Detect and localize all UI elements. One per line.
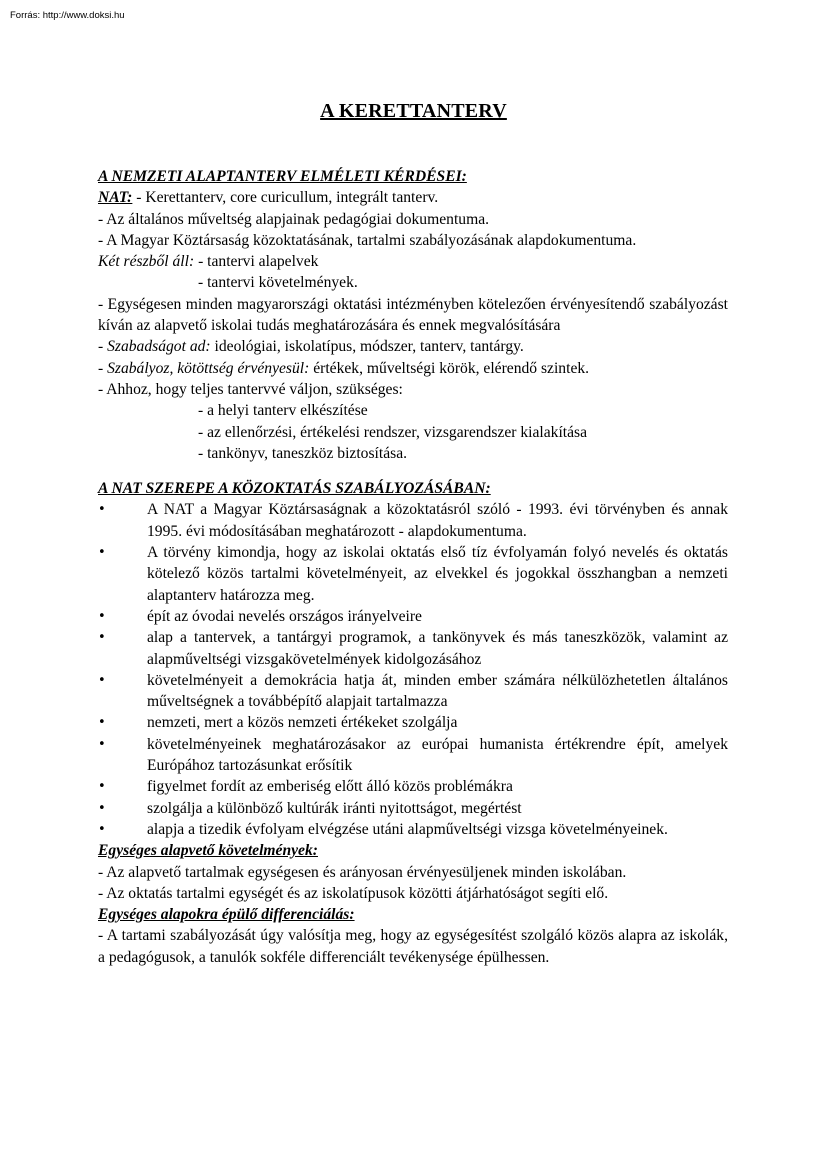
list-item-text: alapja a tizedik évfolyam elvégzése utáni alapműveltségi vizsga követelményeinek. (147, 820, 668, 838)
bullet-icon: • (98, 715, 106, 731)
list-item-text: épít az óvodai nevelés országos irányelveire (147, 607, 422, 625)
rules-line (98, 358, 728, 379)
bullet-icon: • (98, 672, 106, 688)
nat-label: NAT: (98, 189, 133, 207)
dash: - (98, 359, 108, 377)
list-item-text: követelményeinek meghatározásakor az európai humanista értékrendre épít, amelyek Európához tartozásunkat erősítik (147, 735, 728, 775)
list-item (98, 734, 728, 777)
rules-label: Szabályoz, kötöttség érvényesül: (107, 359, 310, 377)
text-paragraph: - A tartami szabályozását úgy valósítja meg, hogy az egységesítést szolgáló közös alapra az iskolák, a pedagógusok, a tanulók sokféle differenciált tevékenysége épülhessen. (98, 927, 728, 966)
bullet-icon: • (98, 779, 106, 795)
list-item-text: nemzeti, mert a közös nemzeti értékeket szolgálja (147, 714, 458, 732)
section-heading-nat-theory: A NEMZETI ALAPTANTERV ELMÉLETI KÉRDÉSEI: (98, 168, 467, 185)
bullet-icon: • (98, 608, 106, 624)
section-heading-differentiation: Egységes alapokra épülő differenciálás: (98, 906, 355, 924)
text-line: - Az alapvető tartalmak egységesen és arányosan érvényesüljenek minden iskolában. (98, 863, 627, 881)
rules-text: értékek, műveltségi körök, elérendő szintek. (309, 359, 590, 377)
nat-definition-text: - Kerettanterv, core curicullum, integrált tanterv. (132, 189, 439, 207)
list-item-text: alap a tantervek, a tantárgyi programok, a tankönyvek és más taneszközök, valamint az alapműveltségi vizsgakövetelmények kidolgozásához (147, 629, 728, 668)
bullet-icon: • (98, 821, 106, 837)
dash: - (98, 338, 108, 356)
source-url-label: Forrás: http://www.doksi.hu (10, 10, 125, 21)
bullet-icon: • (98, 800, 106, 816)
document-body (98, 166, 728, 968)
list-item-text: szolgálja a különböző kultúrák iránti nyitottságot, megértést (147, 799, 522, 817)
list-item (98, 670, 728, 713)
list-item (98, 776, 728, 797)
parts-line (98, 251, 728, 272)
freedom-text: ideológiai, iskolatípus, módszer, tanterv, tantárgy. (210, 338, 524, 356)
nat-definition-line (98, 187, 728, 208)
list-item (98, 798, 728, 819)
list-item-text: A NAT a Magyar Köztársaságnak a közoktatásról szóló - 1993. évi törvényben és annak 1995. évi módosításában meghatározott - alapdokumentuma. (147, 501, 728, 540)
list-item (98, 606, 728, 627)
list-item (98, 499, 728, 542)
need-item: - az ellenőrzési, értékelési rendszer, vizsgarendszer kialakítása (198, 423, 588, 441)
list-item (98, 819, 728, 840)
section-heading-uniform-requirements: Egységes alapvető követelmények: (98, 842, 318, 860)
text-line: - Az általános műveltség alapjainak pedagógiai dokumentuma. (98, 210, 490, 228)
parts-first: - tantervi alapelvek (194, 253, 319, 271)
bullet-icon: • (98, 630, 106, 646)
list-item (98, 542, 728, 606)
text-line: - Az oktatás tartalmi egységét és az iskolatípusok közötti átjárhatóságot segíti elő. (98, 884, 609, 902)
freedom-label: Szabadságot ad: (107, 338, 211, 356)
list-item-text: követelményeit a demokrácia hatja át, minden ember számára nélkülözhetetlen általános műveltségnek a továbbépítő alapjait tartalmazza (147, 671, 728, 711)
document-title: A KERETTANTERV (320, 100, 507, 122)
need-item: - tankönyv, taneszköz biztosítása. (198, 444, 408, 462)
bullet-icon: • (98, 545, 106, 561)
list-item (98, 627, 728, 670)
bullet-icon: • (98, 502, 106, 518)
role-bullet-list (98, 499, 728, 840)
list-item (98, 712, 728, 733)
list-item-text: figyelmet fordít az emberiség előtt álló közös problémákra (147, 778, 513, 796)
text-line: - Ahhoz, hogy teljes tantervvé váljon, szükséges: (98, 380, 403, 398)
text-line: - A Magyar Köztársaság közoktatásának, tartalmi szabályozásának alapdokumentuma. (98, 231, 637, 249)
parts-label: Két részből áll: (98, 253, 195, 271)
freedom-line (98, 336, 728, 357)
bullet-icon: • (98, 736, 106, 752)
text-paragraph: - Egységesen minden magyarországi oktatási intézményben kötelezően érvényesítendő szabályozást kíván az alapvető iskolai tudás meghatározására és ennek megvalósítására (98, 295, 728, 335)
list-item-text: A törvény kimondja, hogy az iskolai oktatás első tíz évfolyamán folyó nevelés és oktatás kötelező közös tartalmi követelményeit, az elvekkel és jogokkal összhangban a nemzeti alaptanterv határozza meg. (147, 544, 728, 604)
need-item: - a helyi tanterv elkészítése (198, 402, 368, 420)
section-heading-nat-role: A NAT SZEREPE A KÖZOKTATÁS SZABÁLYOZÁSÁBAN: (98, 480, 491, 498)
parts-second: - tantervi követelmények. (198, 274, 358, 292)
